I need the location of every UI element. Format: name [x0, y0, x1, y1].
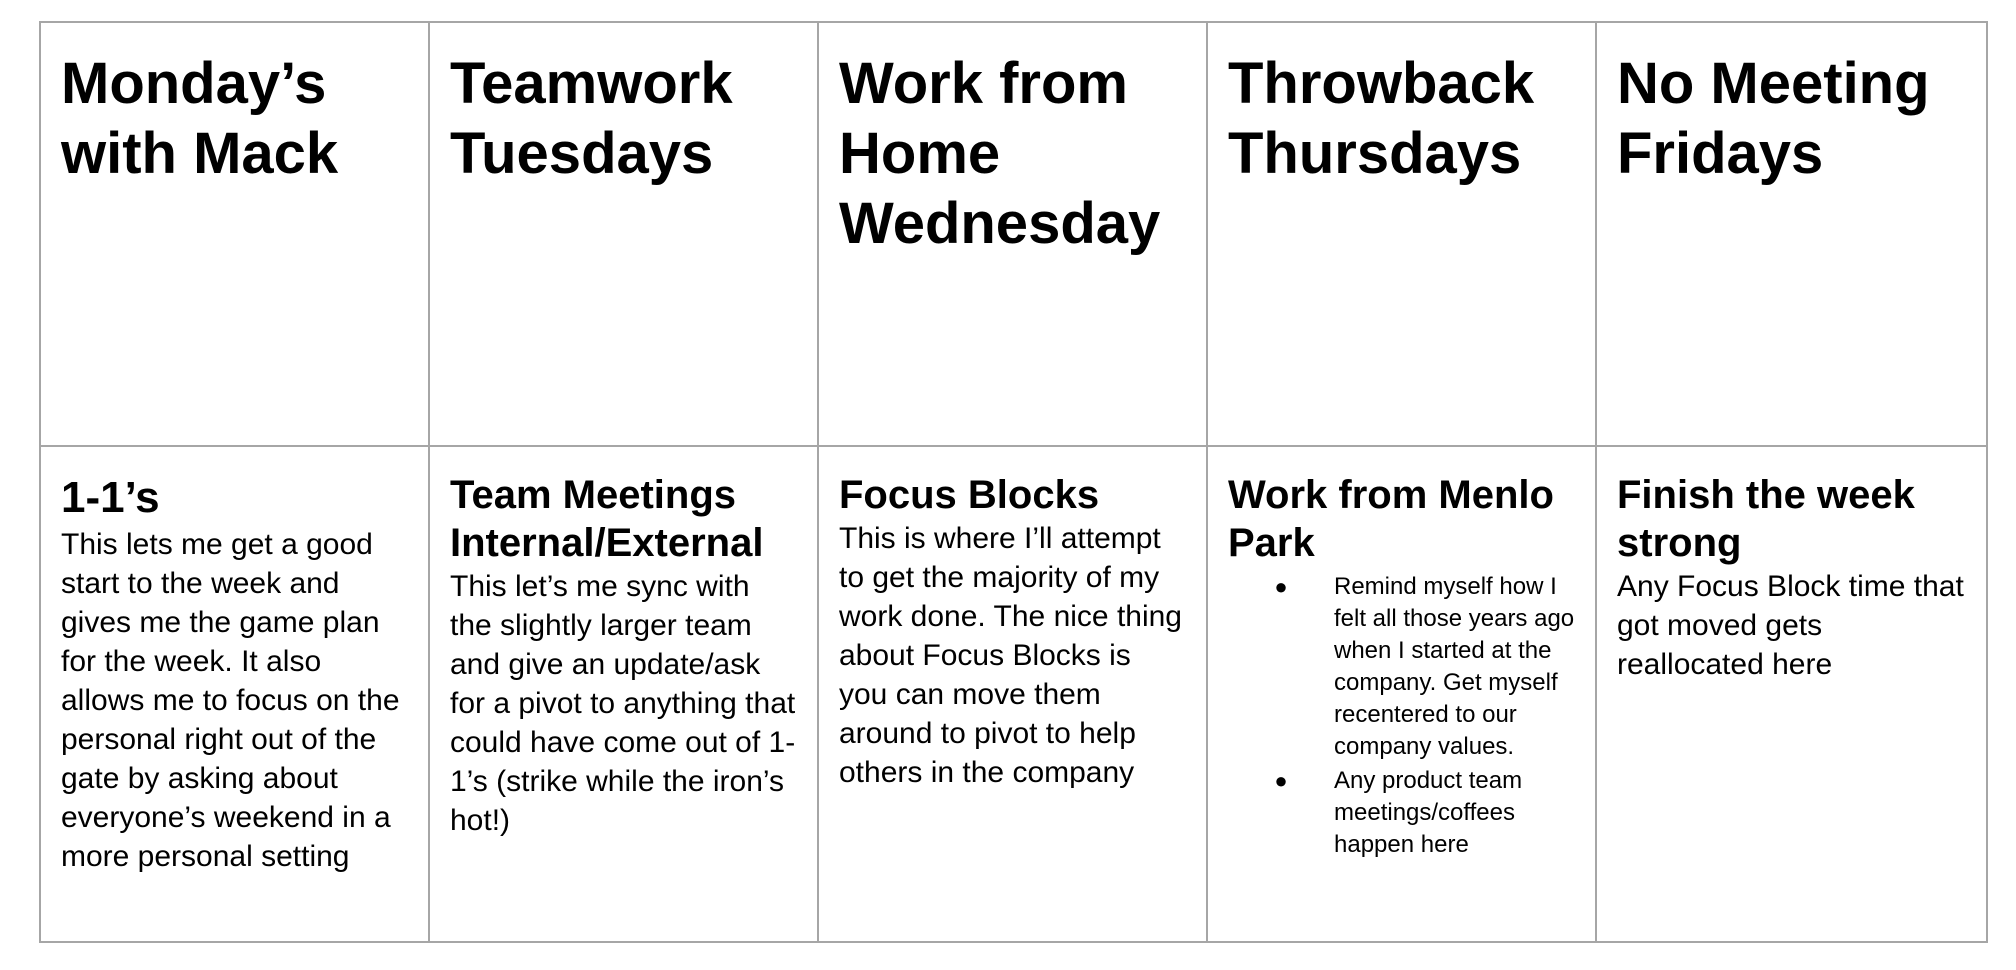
weekly-schedule-table	[39, 21, 1988, 943]
focus-description-wednesday: This is where I’ll attempt to get the majority of my work done. The nice thing about Focus Blocks is you can move them around to pivot to help others in the company	[839, 522, 1182, 789]
header-cell-friday	[1596, 22, 1987, 446]
day-title-line: Monday’s	[61, 51, 327, 116]
day-title-line: No Meeting	[1617, 51, 1930, 116]
day-content-row	[40, 446, 1987, 942]
bullet-text: Remind myself how I felt all those years ago when I started at the company. Get myself recentered to our company values.	[1334, 573, 1575, 760]
day-title-tuesday	[450, 49, 797, 189]
bullet-list-thursday	[1228, 571, 1575, 861]
day-title-line: Tuesdays	[450, 121, 714, 186]
day-title-line: Throwback	[1228, 51, 1535, 116]
list-item	[1228, 571, 1575, 763]
focus-title-wednesday: Focus Blocks	[839, 473, 1100, 517]
header-cell-thursday	[1207, 22, 1596, 446]
header-cell-tuesday	[429, 22, 818, 446]
bullet-icon: ●	[1274, 574, 1288, 599]
focus-description-monday: This lets me get a good start to the week and gives me the game plan for the week. It also allows me to focus on the personal right out of the gate by asking about everyone’s weekend in a more personal setting	[61, 528, 400, 873]
focus-title-thursday: Work from Menlo Park	[1228, 473, 1554, 565]
day-title-line: Work from	[839, 51, 1128, 116]
day-title-friday	[1617, 49, 1966, 189]
focus-description-friday: Any Focus Block time that got moved gets reallocated here	[1617, 570, 1964, 681]
content-cell-friday	[1596, 446, 1987, 942]
content-cell-wednesday	[818, 446, 1207, 942]
header-cell-wednesday	[818, 22, 1207, 446]
day-header-row	[40, 22, 1987, 446]
bullet-text: Any product team meetings/coffees happen here	[1334, 767, 1523, 858]
day-title-line: Thursdays	[1228, 121, 1522, 186]
focus-description-tuesday: This let’s me sync with the slightly larger team and give an update/ask for a pivot to anything that could have come out of 1-1’s (strike while the iron’s hot!)	[450, 570, 796, 837]
day-title-line: Teamwork	[450, 51, 733, 116]
content-cell-tuesday	[429, 446, 818, 942]
day-title-thursday	[1228, 49, 1575, 189]
list-item	[1228, 765, 1575, 861]
focus-title-friday: Finish the week strong	[1617, 473, 1915, 565]
focus-title-tuesday: Team Meetings Internal/External	[450, 473, 764, 565]
day-title-line: with Mack	[61, 121, 339, 186]
day-title-wednesday	[839, 49, 1186, 259]
content-cell-thursday	[1207, 446, 1596, 942]
header-cell-monday	[40, 22, 429, 446]
day-title-monday	[61, 49, 408, 189]
day-title-line: Wednesday	[839, 191, 1161, 256]
day-title-line: Home	[839, 121, 1001, 186]
bullet-icon: ●	[1274, 768, 1288, 793]
focus-title-monday: 1-1’s	[61, 473, 160, 522]
content-cell-monday	[40, 446, 429, 942]
day-title-line: Fridays	[1617, 121, 1824, 186]
